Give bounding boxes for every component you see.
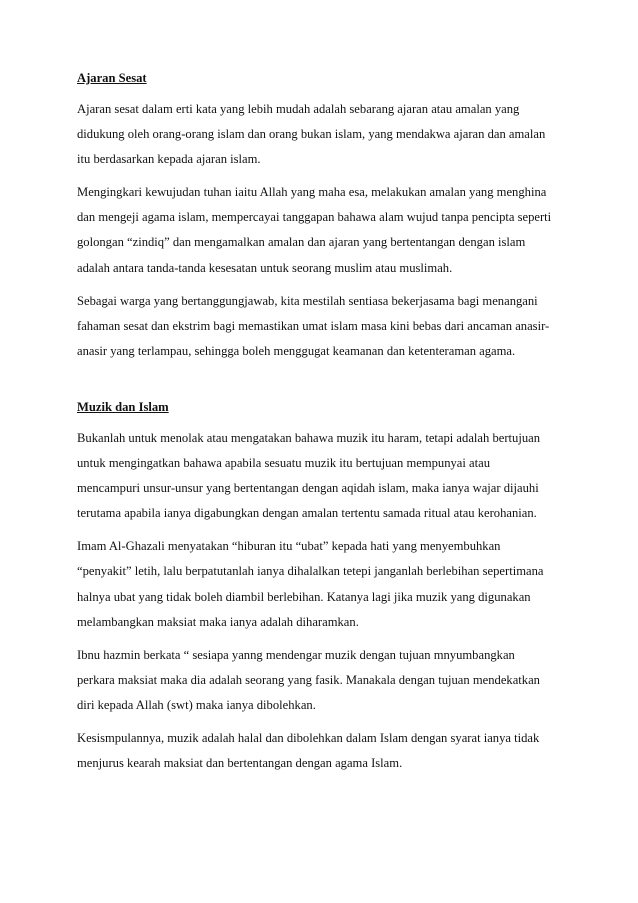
text-line: Sebagai warga yang bertanggungjawab, kita mestilah sentiasa bekerjasama bagi menangani (77, 293, 538, 308)
text-line: didukung oleh orang-orang islam dan orang bukan islam, yang mendakwa ajaran dan amalan (77, 127, 546, 142)
text-line: untuk mengingatkan bahawa apabila sesuatu muzik itu bertujuan mempunyai atau (77, 456, 491, 471)
text-line: menjurus kearah maksiat dan bertentangan dengan agama Islam. (77, 756, 403, 771)
text-line: Bukanlah untuk menolak atau mengatakan bahawa muzik itu haram, tetapi adalah bertujuan (77, 430, 541, 445)
section-ajaran-sesat (77, 66, 567, 364)
text-line: “penyakit” letih, lalu berpatutanlah ianya dihalalkan tetepi janganlah berlebihan sepertimana (77, 564, 544, 579)
text-line: melambangkan maksiat maka ianya adalah diharamkan. (77, 614, 359, 629)
text-line: Ibnu hazmin berkata “ sesiapa yanng mendengar muzik dengan tujuan mnyumbangkan (77, 647, 515, 662)
text-line: itu berdasarkan kepada ajaran islam. (77, 152, 261, 167)
paragraph (77, 426, 567, 526)
text-line: diri kepada Allah (swt) maka ianya dibolehkan. (77, 697, 316, 712)
section-title: Muzik dan Islam (77, 399, 169, 414)
text-line: golongan “zindiq” dan mengamalkan amalan dan ajaran yang bertentangan dengan islam (77, 235, 526, 250)
paragraph (77, 289, 567, 364)
paragraph (77, 726, 567, 776)
text-line: Imam Al-Ghazali menyatakan “hiburan itu “ubat” kepada hati yang menyembuhkan (77, 539, 501, 554)
text-line: Ajaran sesat dalam erti kata yang lebih mudah adalah sebarang ajaran atau amalan yang (77, 102, 520, 116)
text-line: dan mengeji agama islam, mempercayai tanggapan bahawa alam wujud tanpa pencipta seperti (77, 210, 552, 225)
section-muzik-dan-islam (77, 395, 567, 776)
text-line: Kesismpulannya, muzik adalah halal dan dibolehkan dalam Islam dengan syarat ianya tidak (77, 730, 540, 745)
text-line: adalah antara tanda-tanda kesesatan untuk seorang muslim atau muslimah. (77, 260, 453, 275)
text-line: perkara maksiat maka dia adalah seorang yang fasik. Manakala dengan tujuan mendekatkan (77, 672, 540, 687)
paragraph (77, 643, 567, 718)
text-line: mencampuri unsur-unsur yang bertentangan dengan aqidah islam, maka ianya wajar dijauhi (77, 481, 539, 496)
text-line: anasir yang terlampau, sehingga boleh menggugat keamanan dan ketenteraman agama. (77, 343, 516, 358)
section-spacer (77, 372, 567, 395)
text-line: fahaman sesat dan ekstrim bagi memastikan umat islam masa kini bebas dari ancaman anasir- (77, 318, 550, 333)
paragraph (77, 534, 567, 634)
document-page (77, 66, 567, 784)
paragraph (77, 97, 567, 172)
paragraph (77, 180, 567, 280)
text-line: terutama apabila ianya digabungkan dengan amalan tertentu samada ritual atau kerohanian. (77, 506, 537, 521)
section-title: Ajaran Sesat (77, 71, 147, 85)
text-line: halnya ubat yang tidak boleh diambil berlebihan. Katanya lagi jika muzik yang digunakan (77, 589, 531, 604)
text-line: Mengingkari kewujudan tuhan iaitu Allah yang maha esa, melakukan amalan yang menghina (77, 185, 547, 200)
